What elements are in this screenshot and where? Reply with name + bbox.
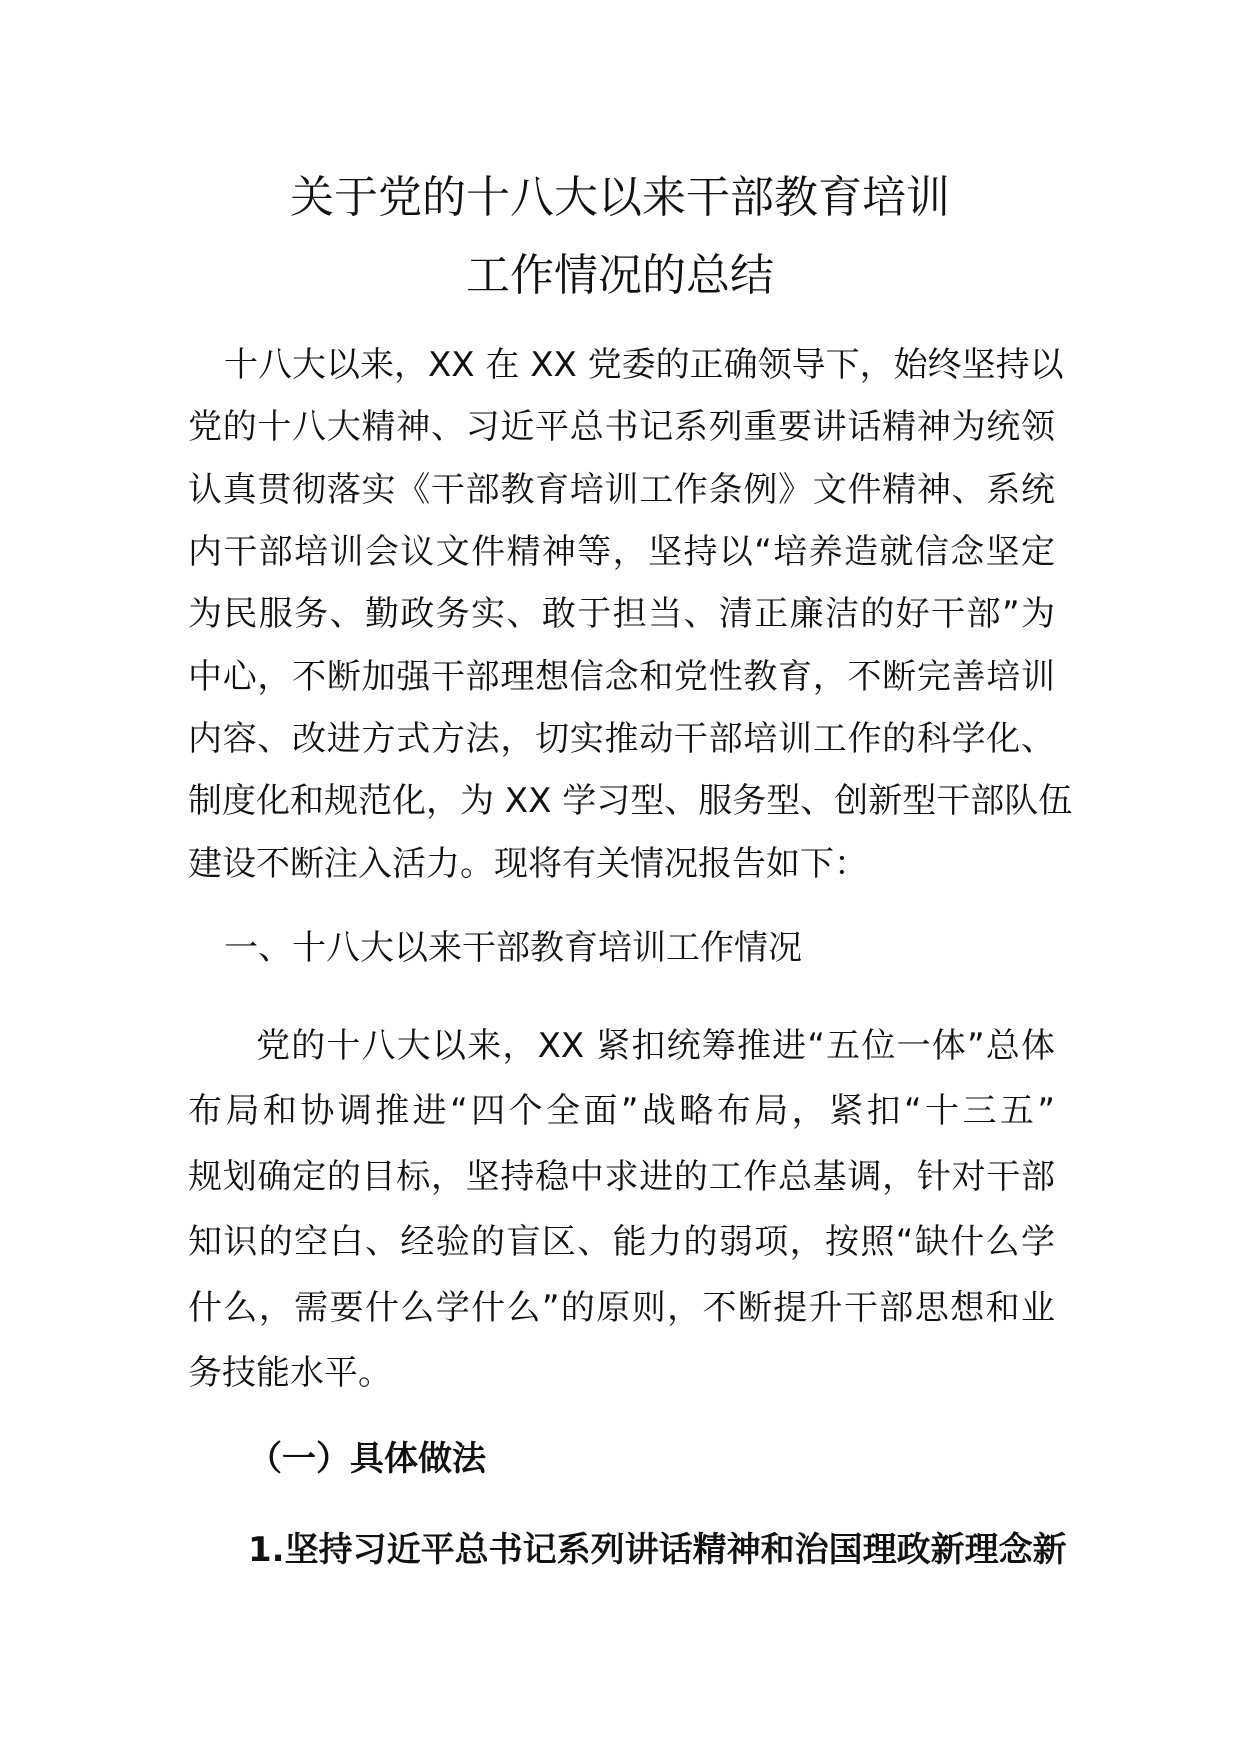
intro-paragraph-line: 内容、改进方式方法，切实推动干部培训工作的科学化、 — [188, 719, 1055, 759]
document-title-line-1: 关于党的十八大以来干部教育培训 — [290, 172, 950, 223]
item-heading: 1.坚持习近平总书记系列讲话精神和治国理政新理念新 — [248, 1530, 1067, 1570]
section-paragraph-line: 布局和协调推进“四个全面”战略布局，紧扣“十三五” — [188, 1091, 1055, 1131]
intro-paragraph-line: 党的十八大精神、习近平总书记系列重要讲话精神为统领 — [188, 407, 1055, 447]
section-paragraph-line: 务技能水平。 — [188, 1353, 392, 1393]
intro-paragraph-line: 中心，不断加强干部理想信念和党性教育，不断完善培训 — [188, 657, 1055, 697]
section-paragraph-line: 知识的空白、经验的盲区、能力的弱项，按照“缺什么学 — [188, 1222, 1055, 1262]
intro-paragraph-line: 建设不断注入活力。现将有关情况报告如下： — [188, 844, 868, 884]
intro-paragraph-line: 十八大以来，XX 在 XX 党委的正确领导下，始终坚持以 — [224, 345, 1064, 385]
section-paragraph-line: 党的十八大以来，XX 紧扣统筹推进“五位一体”总体 — [256, 1026, 1055, 1066]
intro-paragraph-line: 为民服务、勤政务实、敢于担当、清正廉洁的好干部”为 — [188, 594, 1055, 634]
intro-paragraph-line: 内干部培训会议文件精神等，坚持以“培养造就信念坚定 — [188, 532, 1055, 572]
intro-paragraph-line: 制度化和规范化，为 XX 学习型、服务型、创新型干部队伍 — [188, 781, 1073, 821]
section-paragraph-line: 规划确定的目标，坚持稳中求进的工作总基调，针对干部 — [188, 1157, 1055, 1197]
intro-paragraph-line: 认真贯彻落实《干部教育培训工作条例》文件精神、系统 — [188, 470, 1055, 510]
section-heading: 一、十八大以来干部教育培训工作情况 — [224, 928, 802, 968]
section-paragraph-line: 什么，需要什么学什么”的原则，不断提升干部思想和业 — [188, 1288, 1055, 1328]
document-title-line-2: 工作情况的总结 — [466, 250, 774, 301]
subsection-heading: （一）具体做法 — [248, 1439, 486, 1479]
